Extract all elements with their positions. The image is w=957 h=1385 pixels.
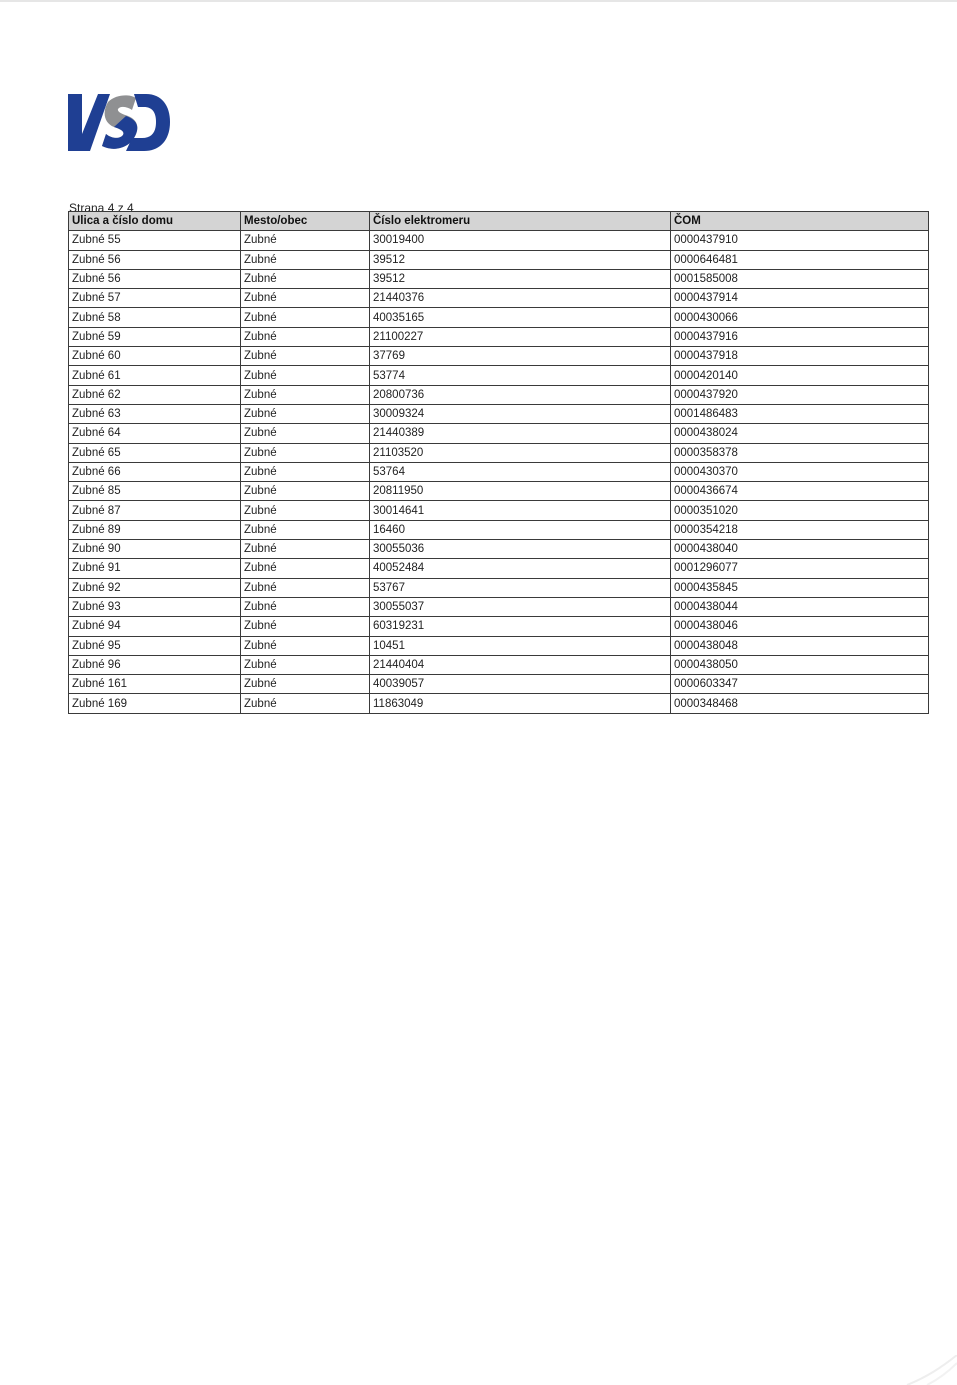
cell-street: Zubné 93 bbox=[69, 597, 241, 616]
column-header-com: ČOM bbox=[671, 212, 929, 231]
cell-city: Zubné bbox=[241, 289, 370, 308]
cell-com: 0000438040 bbox=[671, 540, 929, 559]
page-corner-curl bbox=[897, 1355, 957, 1385]
cell-city: Zubné bbox=[241, 520, 370, 539]
cell-com: 0000438048 bbox=[671, 636, 929, 655]
cell-com: 0000354218 bbox=[671, 520, 929, 539]
cell-com: 0000420140 bbox=[671, 366, 929, 385]
cell-street: Zubné 57 bbox=[69, 289, 241, 308]
cell-street: Zubné 56 bbox=[69, 269, 241, 288]
cell-com: 0001486483 bbox=[671, 404, 929, 423]
meter-table bbox=[68, 211, 929, 714]
cell-com: 0000435845 bbox=[671, 578, 929, 597]
table-row bbox=[69, 231, 929, 250]
cell-meter-number: 30009324 bbox=[370, 404, 671, 423]
table-row bbox=[69, 404, 929, 423]
cell-street: Zubné 85 bbox=[69, 482, 241, 501]
cell-street: Zubné 61 bbox=[69, 366, 241, 385]
table-row bbox=[69, 501, 929, 520]
table-row bbox=[69, 617, 929, 636]
cell-com: 0001296077 bbox=[671, 559, 929, 578]
cell-city: Zubné bbox=[241, 269, 370, 288]
cell-city: Zubné bbox=[241, 347, 370, 366]
cell-meter-number: 16460 bbox=[370, 520, 671, 539]
table-row bbox=[69, 694, 929, 713]
cell-meter-number: 30055036 bbox=[370, 540, 671, 559]
cell-meter-number: 30055037 bbox=[370, 597, 671, 616]
cell-city: Zubné bbox=[241, 636, 370, 655]
cell-com: 0000437916 bbox=[671, 327, 929, 346]
cell-meter-number: 21440376 bbox=[370, 289, 671, 308]
cell-meter-number: 40035165 bbox=[370, 308, 671, 327]
table-row bbox=[69, 597, 929, 616]
cell-meter-number: 10451 bbox=[370, 636, 671, 655]
cell-com: 0000438050 bbox=[671, 655, 929, 674]
cell-street: Zubné 90 bbox=[69, 540, 241, 559]
table-row bbox=[69, 578, 929, 597]
table-row bbox=[69, 462, 929, 481]
cell-meter-number: 53764 bbox=[370, 462, 671, 481]
cell-com: 0000348468 bbox=[671, 694, 929, 713]
cell-city: Zubné bbox=[241, 501, 370, 520]
table-row bbox=[69, 250, 929, 269]
cell-street: Zubné 91 bbox=[69, 559, 241, 578]
cell-meter-number: 20811950 bbox=[370, 482, 671, 501]
cell-city: Zubné bbox=[241, 675, 370, 694]
page-number-label: Strana 4 z 4 bbox=[69, 201, 134, 212]
table-row bbox=[69, 347, 929, 366]
cell-meter-number: 60319231 bbox=[370, 617, 671, 636]
cell-city: Zubné bbox=[241, 231, 370, 250]
cell-com: 0000437910 bbox=[671, 231, 929, 250]
column-header-city: Mesto/obec bbox=[241, 212, 370, 231]
cell-street: Zubné 65 bbox=[69, 443, 241, 462]
cell-street: Zubné 64 bbox=[69, 424, 241, 443]
table-row bbox=[69, 675, 929, 694]
cell-street: Zubné 56 bbox=[69, 250, 241, 269]
table-row bbox=[69, 289, 929, 308]
cell-city: Zubné bbox=[241, 443, 370, 462]
table-body bbox=[69, 231, 929, 713]
cell-meter-number: 40052484 bbox=[370, 559, 671, 578]
table-row bbox=[69, 559, 929, 578]
cell-com: 0000438046 bbox=[671, 617, 929, 636]
cell-com: 0000437920 bbox=[671, 385, 929, 404]
cell-street: Zubné 55 bbox=[69, 231, 241, 250]
cell-com: 0000436674 bbox=[671, 482, 929, 501]
cell-street: Zubné 62 bbox=[69, 385, 241, 404]
cell-city: Zubné bbox=[241, 540, 370, 559]
table-row bbox=[69, 424, 929, 443]
cell-com: 0000646481 bbox=[671, 250, 929, 269]
cell-meter-number: 39512 bbox=[370, 250, 671, 269]
cell-street: Zubné 58 bbox=[69, 308, 241, 327]
cell-street: Zubné 60 bbox=[69, 347, 241, 366]
cell-city: Zubné bbox=[241, 424, 370, 443]
table-row bbox=[69, 366, 929, 385]
cell-street: Zubné 89 bbox=[69, 520, 241, 539]
cell-city: Zubné bbox=[241, 597, 370, 616]
cell-com: 0000430066 bbox=[671, 308, 929, 327]
cell-meter-number: 20800736 bbox=[370, 385, 671, 404]
cell-meter-number: 21103520 bbox=[370, 443, 671, 462]
table-row bbox=[69, 269, 929, 288]
table-row bbox=[69, 385, 929, 404]
vsd-logo bbox=[68, 94, 170, 151]
cell-city: Zubné bbox=[241, 250, 370, 269]
cell-street: Zubné 95 bbox=[69, 636, 241, 655]
cell-meter-number: 40039057 bbox=[370, 675, 671, 694]
cell-street: Zubné 92 bbox=[69, 578, 241, 597]
cell-city: Zubné bbox=[241, 694, 370, 713]
table-row bbox=[69, 443, 929, 462]
table-row bbox=[69, 308, 929, 327]
cell-street: Zubné 66 bbox=[69, 462, 241, 481]
table-row bbox=[69, 636, 929, 655]
cell-meter-number: 21100227 bbox=[370, 327, 671, 346]
table-row bbox=[69, 655, 929, 674]
table-row bbox=[69, 327, 929, 346]
table-row bbox=[69, 540, 929, 559]
cell-street: Zubné 94 bbox=[69, 617, 241, 636]
cell-city: Zubné bbox=[241, 327, 370, 346]
cell-street: Zubné 96 bbox=[69, 655, 241, 674]
table-row bbox=[69, 520, 929, 539]
cell-city: Zubné bbox=[241, 617, 370, 636]
column-header-street: Ulica a číslo domu bbox=[69, 212, 241, 231]
cell-com: 0000351020 bbox=[671, 501, 929, 520]
cell-city: Zubné bbox=[241, 385, 370, 404]
cell-com: 0000437918 bbox=[671, 347, 929, 366]
cell-meter-number: 39512 bbox=[370, 269, 671, 288]
cell-com: 0000358378 bbox=[671, 443, 929, 462]
cell-com: 0000603347 bbox=[671, 675, 929, 694]
cell-city: Zubné bbox=[241, 404, 370, 423]
table-row bbox=[69, 482, 929, 501]
cell-city: Zubné bbox=[241, 366, 370, 385]
cell-com: 0001585008 bbox=[671, 269, 929, 288]
cell-meter-number: 11863049 bbox=[370, 694, 671, 713]
cell-city: Zubné bbox=[241, 308, 370, 327]
cell-city: Zubné bbox=[241, 655, 370, 674]
cell-com: 0000438024 bbox=[671, 424, 929, 443]
cell-street: Zubné 63 bbox=[69, 404, 241, 423]
cell-street: Zubné 87 bbox=[69, 501, 241, 520]
cell-com: 0000438044 bbox=[671, 597, 929, 616]
table-header-row bbox=[69, 212, 929, 231]
cell-meter-number: 53774 bbox=[370, 366, 671, 385]
cell-meter-number: 21440389 bbox=[370, 424, 671, 443]
cell-city: Zubné bbox=[241, 559, 370, 578]
cell-meter-number: 30019400 bbox=[370, 231, 671, 250]
cell-city: Zubné bbox=[241, 482, 370, 501]
page-top-edge bbox=[0, 0, 957, 2]
cell-com: 0000430370 bbox=[671, 462, 929, 481]
cell-city: Zubné bbox=[241, 462, 370, 481]
cell-meter-number: 30014641 bbox=[370, 501, 671, 520]
cell-street: Zubné 161 bbox=[69, 675, 241, 694]
cell-meter-number: 53767 bbox=[370, 578, 671, 597]
cell-meter-number: 21440404 bbox=[370, 655, 671, 674]
cell-city: Zubné bbox=[241, 578, 370, 597]
column-header-meter-number: Číslo elektromeru bbox=[370, 212, 671, 231]
cell-meter-number: 37769 bbox=[370, 347, 671, 366]
cell-com: 0000437914 bbox=[671, 289, 929, 308]
cell-street: Zubné 169 bbox=[69, 694, 241, 713]
cell-street: Zubné 59 bbox=[69, 327, 241, 346]
